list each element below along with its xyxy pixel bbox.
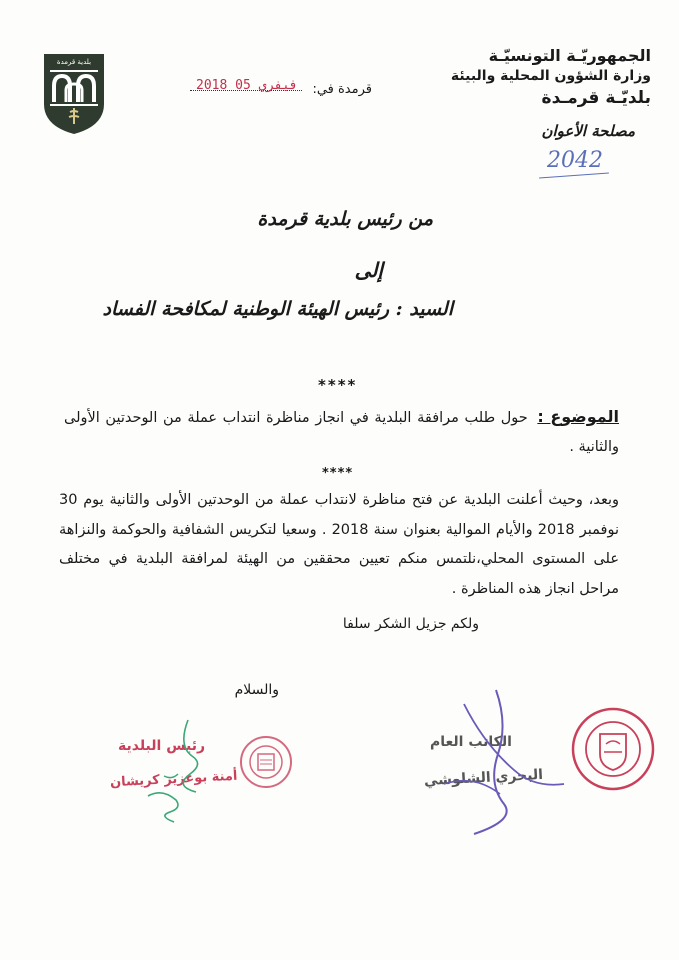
date-stamp: 2018 فيفري 05 [196, 78, 298, 93]
municipality-stamp [568, 704, 658, 794]
mayor-title: رئيس البلدية [118, 738, 206, 754]
date-line [192, 78, 372, 106]
mayor-signature [118, 716, 228, 828]
recipient-name: رئيس الهيئة الوطنية لمكافحة الفساد [102, 298, 390, 320]
subject-text: حول طلب مرافقة البلدية في انجاز مناظرة انتداب عملة من الوحدتين الأولى والثانية . [64, 410, 619, 455]
sender-line: من رئيس بلدية قرمدة [257, 208, 433, 230]
separator-stars-2: **** [322, 466, 354, 481]
department-title: مصلحة الأعوان [541, 122, 635, 140]
registration-number: 2042 [547, 148, 603, 173]
mayor-name: أمنة بوعزيز كريشان [109, 768, 238, 791]
republic-title: الجمهوريّـة التونسيّـة [488, 46, 651, 65]
secretary-signature [404, 684, 574, 844]
to-label: إلى [354, 258, 383, 282]
body-paragraph: وبعد، وحيث أعلنت البلدية عن فتح مناظرة لانتداب عملة من الوحدتين الأولى والثانية يوم 30 نوفمبر 2018 والأيام الموالية بعنوان سنة 2018 . وسعيا لتكريس الشفافية والحوكمة والنزاهة على المستوى المحلي،نلتمس منكم تعيين محققين من الهيئة لمرافقة البلدية في مختلف مراحل انجاز هذه المناظرة . [59, 492, 619, 597]
secretary-name: البحري الشلوشي [423, 766, 544, 790]
municipality-title: بلديّـة قرمـدة [541, 88, 651, 108]
recipient-line [103, 298, 453, 320]
salam-line: والسلام [234, 682, 279, 698]
mayor-stamp [238, 734, 294, 790]
subject-block [64, 402, 619, 462]
date-label: قرمدة في: [312, 82, 372, 97]
separator-stars: **** [318, 376, 358, 394]
sayed-label: السيد : [395, 298, 453, 320]
thanks-line: ولكم جزيل الشكر سلفا [342, 616, 479, 632]
municipality-logo [42, 52, 106, 136]
secretary-title: الكاتب العام [430, 734, 512, 750]
ministry-title: وزارة الشؤون المحلية والبيئة [450, 68, 651, 84]
svg-text:بلدية قرمدة: بلدية قرمدة [56, 58, 92, 66]
subject-label: الموضوع : [537, 407, 620, 426]
registration-underline [539, 173, 609, 179]
